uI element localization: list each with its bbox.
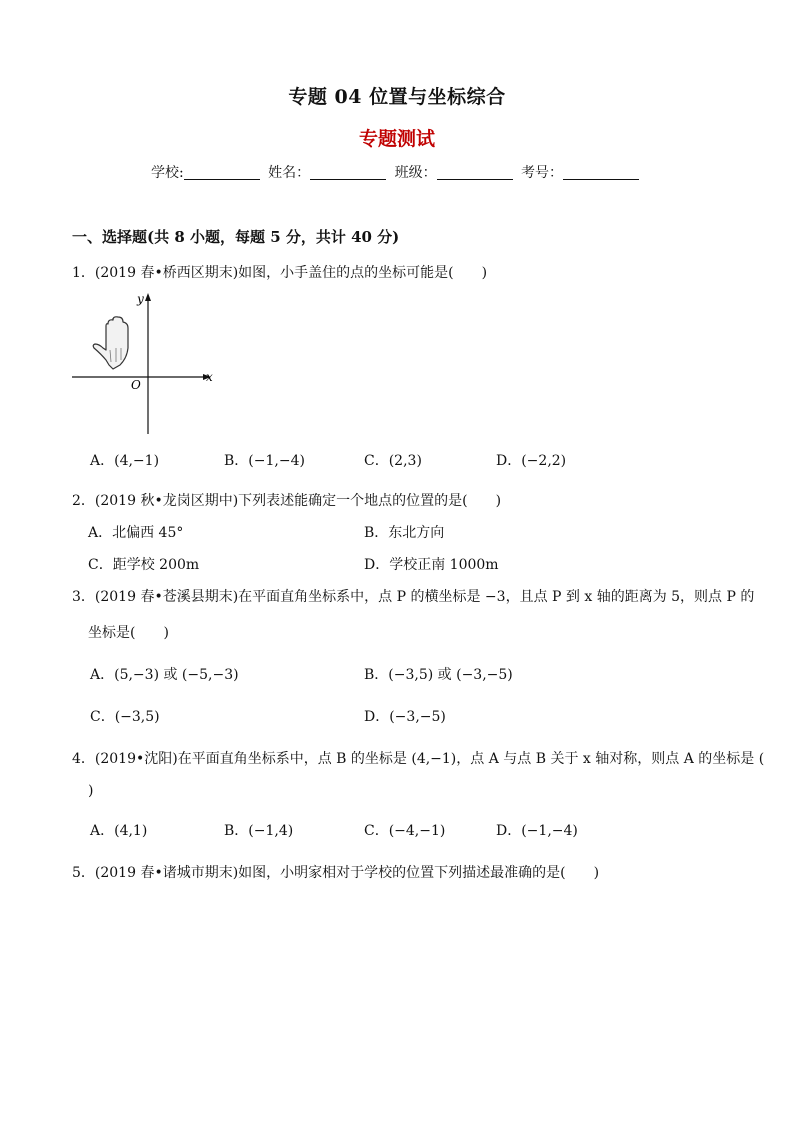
question-4-text-continued: ) [88, 783, 94, 799]
origin-label: O [131, 378, 141, 392]
school-blank[interactable] [184, 165, 260, 180]
name-label: 姓名： [268, 165, 311, 181]
name-blank[interactable] [310, 165, 386, 180]
question-1-text: 1．(2019 春•桥西区期末)如图，小手盖住的点的坐标可能是( ) [72, 265, 488, 281]
question-1-figure [68, 290, 228, 440]
exam-number-label: 考号： [521, 165, 564, 181]
school-label: 学校: [150, 165, 184, 181]
question-3-option-d[interactable]: D．(−3,−5) [364, 709, 446, 725]
question-1-option-a[interactable]: A．(4,−1) [90, 453, 160, 469]
page-subtitle: 专题测试 [358, 128, 435, 150]
y-axis-arrow [145, 293, 151, 301]
question-2-option-b[interactable]: B．东北方向 [364, 525, 445, 541]
question-1-option-d[interactable]: D．(−2,2) [496, 453, 567, 469]
exam-number-blank[interactable] [563, 165, 639, 180]
page-title: 专题 04 位置与坐标综合 [288, 86, 506, 108]
hand-icon [93, 317, 128, 369]
question-4-option-d[interactable]: D．(−1,−4) [496, 823, 578, 839]
question-2-option-c[interactable]: C．距学校 200m [88, 557, 200, 573]
question-3-option-b[interactable]: B．(−3,5) 或 (−3,−5) [364, 667, 513, 683]
question-4-option-c[interactable]: C．(−4,−1) [364, 823, 446, 839]
question-4-option-b[interactable]: B．(−1,4) [224, 823, 294, 839]
question-2-text: 2．(2019 秋•龙岗区期中)下列表述能确定一个地点的位置的是( ) [72, 493, 502, 509]
question-3-option-c[interactable]: C．(−3,5) [90, 709, 160, 725]
y-axis-label: y [137, 292, 144, 306]
question-2-option-d[interactable]: D．学校正南 1000m [364, 557, 499, 573]
question-4-text: 4．(2019•沈阳)在平面直角坐标系中，点 B 的坐标是 (4,−1)，点 A 与点 B 关于 x 轴对称，则点 A 的坐标是 ( [72, 751, 765, 767]
question-3-option-a[interactable]: A．(5,−3) 或 (−5,−3) [90, 667, 239, 683]
student-info-line [0, 162, 794, 182]
question-5-text: 5．(2019 春•诸城市期末)如图，小明家相对于学校的位置下列描述最准确的是( ) [72, 865, 600, 881]
question-2-option-a[interactable]: A．北偏西 45° [88, 525, 184, 541]
section-title: 一、选择题(共 8 小题，每题 5 分，共计 40 分) [72, 228, 400, 246]
question-4-option-a[interactable]: A．(4,1) [90, 823, 148, 839]
question-3-text-continued: 坐标是( ) [88, 625, 169, 641]
question-3-text: 3．(2019 春•苍溪县期末)在平面直角坐标系中，点 P 的横坐标是 −3，且点 P 到 x 轴的距离为 5，则点 P 的 [72, 589, 755, 605]
x-axis-label: x [206, 370, 213, 384]
class-label: 班级： [394, 165, 437, 181]
question-1-option-b[interactable]: B．(−1,−4) [224, 453, 305, 469]
class-blank[interactable] [437, 165, 513, 180]
question-1-option-c[interactable]: C．(2,3) [364, 453, 422, 469]
